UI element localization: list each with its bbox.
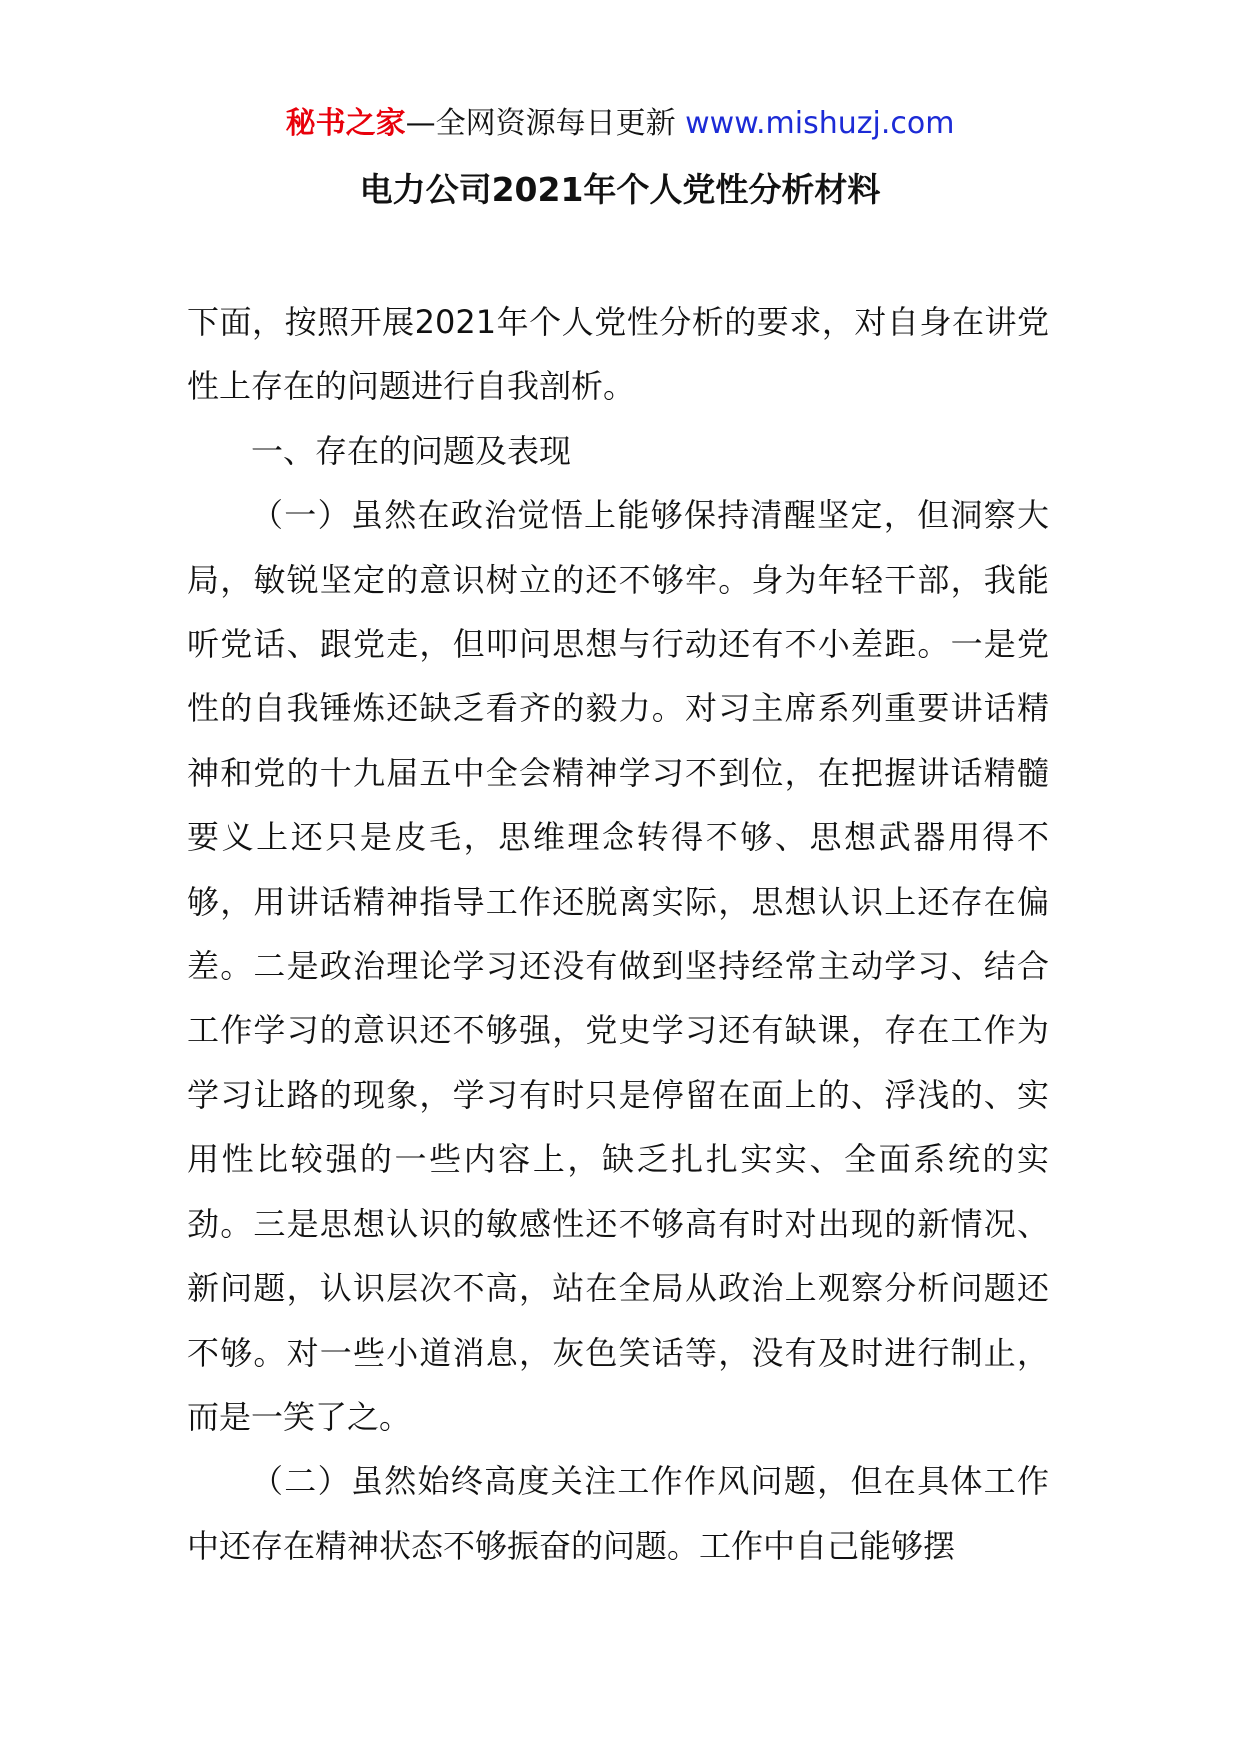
document-body [187, 290, 1049, 1578]
site-slogan: —全网资源每日更新 [405, 106, 686, 141]
section-heading: 一、存在的问题及表现 [251, 431, 572, 470]
paragraph-intro: 下面，按照开展2021年个人党性分析的要求，对自身在讲党性上存在的问题进行自我剖析。 [187, 303, 1049, 406]
site-brand: 秘书之家 [285, 106, 406, 141]
paragraph-item-1: （一）虽然在政治觉悟上能够保持清醒坚定，但洞察大局，敏锐坚定的意识树立的还不够牢。身为年轻干部，我能听党话、跟党走，但叩问思想与行动还有不小差距。一是党性的自我锤炼还缺乏看齐的毅力。对习主席系列重要讲话精神和党的十九届五中全会精神学习不到位，在把握讲话精髓要义上还只是皮毛，思维理念转得不够、思想武器用得不够，用讲话精神指导工作还脱离实际，思想认识上还存在偏差。二是政治理论学习还没有做到坚持经常主动学习、结合工作学习的意识还不够强，党史学习还有缺课，存在工作为学习让路的现象，学习有时只是停留在面上的、浮浅的、实用性比较强的一些内容上，缺乏扎扎实实、全面系统的实劲。三是思想认识的敏感性还不够高有时对出现的新情况、新问题，认识层次不高，站在全局从政治上观察分析问题还不够。对一些小道消息，灰色笑话等，没有及时进行制止，而是一笑了之。 [187, 496, 1049, 1436]
document-title: 电力公司2021年个人党性分析材料 [359, 170, 881, 209]
site-header [0, 104, 1240, 144]
site-url-link[interactable]: www.mishuzj.com [685, 106, 955, 141]
paragraph-item-2: （二）虽然始终高度关注工作作风问题，但在具体工作中还存在精神状态不够振奋的问题。工作中自己能够摆 [187, 1462, 1049, 1565]
